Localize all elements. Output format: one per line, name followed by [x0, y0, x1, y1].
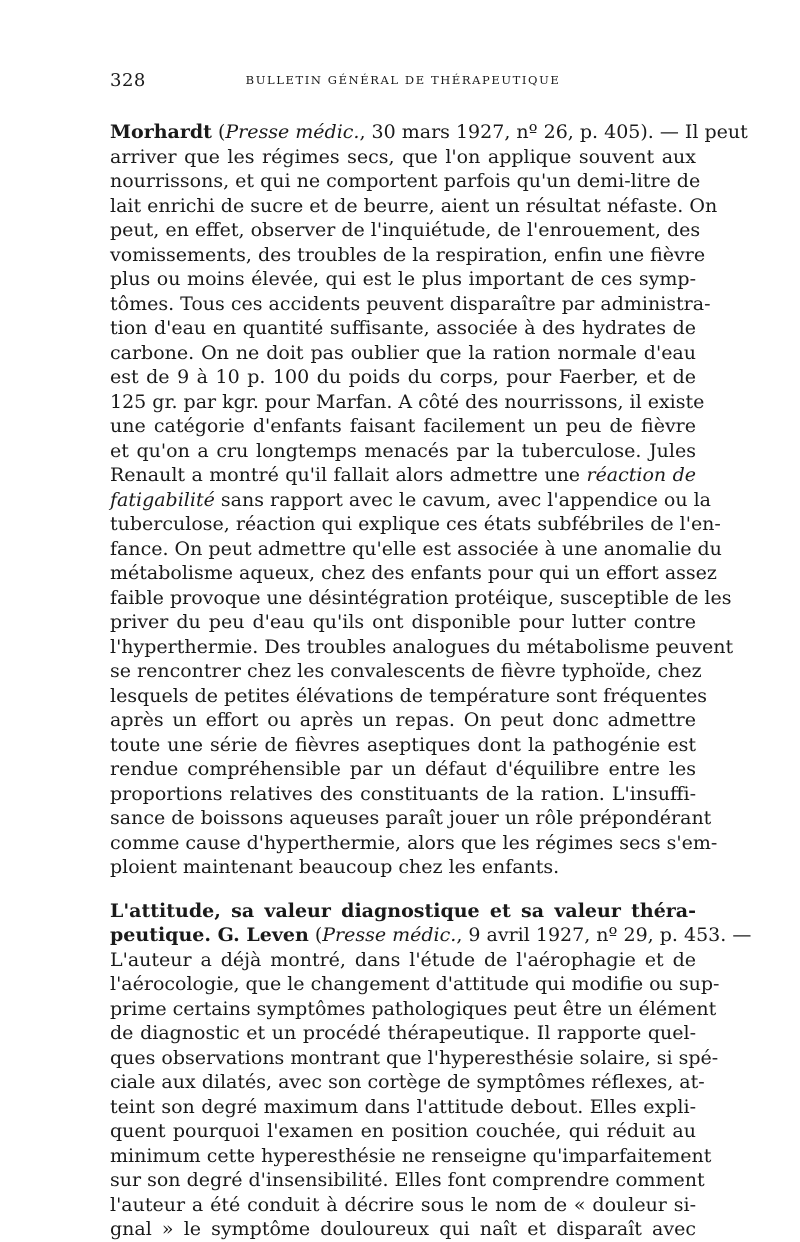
article-separator	[110, 880, 696, 899]
text-line: peut, en effet, observer de l'inquiétude, de l'enrouement, des	[110, 219, 701, 241]
text-line: sance de boissons aqueuses paraît jouer un rôle prépondérant	[110, 807, 712, 829]
text-line: ques observations montrant que l'hyperesthésie solaire, si spé-	[110, 1046, 719, 1069]
citation-open: (	[308, 924, 323, 946]
text-line: toute une série de fièvres aseptiques dont la pathogénie est	[110, 733, 696, 756]
text-line: l'hyperthermie. Des troubles analogues du métabolisme peuvent	[110, 635, 734, 658]
text-line: prime certains symptômes pathologiques peut être un élément	[110, 997, 717, 1020]
text-line: carbone. On ne doit pas oublier que la ration normale d'eau	[110, 341, 696, 364]
citation-rest: , 30 mars 1927, nº 26, p. 405). — Il peut	[359, 121, 748, 143]
article-title: L'attitude, sa valeur diagnostique et sa valeur théra-	[110, 899, 696, 922]
text-line: tion d'eau en quantité suffisante, associée à des hydrates de	[110, 317, 696, 339]
italic-term: réaction de	[586, 464, 696, 486]
text-line: L'auteur a déjà montré, dans l'étude de l'aérophagie et de	[110, 948, 696, 971]
text-line: teint son degré maximum dans l'attitude debout. Elles expli-	[110, 1095, 696, 1118]
article-first-line	[110, 120, 748, 145]
text-line: plus ou moins élevée, qui est le plus important de ces symp-	[110, 268, 696, 290]
text-line	[110, 488, 712, 513]
text-line: 125 gr. par kgr. pour Marfan. A côté des nourrissons, il existe	[110, 390, 705, 413]
text-line: comme cause d'hyperthermie, alors que les régimes secs s'em-	[110, 831, 718, 854]
citation-open: (	[211, 121, 226, 143]
text-line: priver du peu d'eau qu'ils ont disponible pour lutter contre	[110, 611, 696, 633]
text-line: tômes. Tous ces accidents peuvent disparaître par administra-	[110, 292, 711, 315]
text-line	[110, 463, 696, 488]
article-title-author: peutique. G. Leven	[110, 924, 309, 946]
article-title-line	[110, 923, 752, 948]
text-line-last: ploient maintenant beaucoup chez les enfants.	[110, 856, 560, 878]
text-line: et qu'on a cru longtemps menacés par la tuberculose. Jules	[110, 439, 696, 462]
text-line: quent pourquoi l'examen en position couchée, qui réduit au	[110, 1120, 696, 1142]
page-number: 328	[110, 70, 146, 91]
text-line: vomissements, des troubles de la respiration, enfin une fièvre	[110, 243, 706, 266]
text-line: ciale aux dilatés, avec son cortège de symptômes réflexes, at-	[110, 1071, 705, 1093]
text-segment: Renault a montré qu'il fallait alors admettre une	[110, 464, 587, 486]
article-author: Morhardt	[110, 121, 212, 143]
text-segment: sans rapport avec le cavum, avec l'appendice ou la	[214, 488, 712, 511]
text-line: sur son degré d'insensibilité. Elles font comprendre comment	[110, 1169, 705, 1191]
article-title-line	[110, 899, 696, 924]
text-line: faible provoque une désintégration protéique, susceptible de les	[110, 586, 732, 609]
running-title: BULLETIN GÉNÉRAL DE THÉRAPEUTIQUE	[245, 73, 561, 87]
text-line: arriver que les régimes secs, que l'on applique souvent aux	[110, 145, 696, 168]
journal-name: Presse médic.	[322, 924, 457, 946]
text-line: une catégorie d'enfants faisant facilement un peu de fièvre	[110, 415, 696, 437]
text-line: de diagnostic et un procédé thérapeutique. Il rapporte quel-	[110, 1022, 696, 1044]
page-header	[110, 70, 696, 92]
text-line: l'auteur a été conduit à décrire sous le nom de « douleur si-	[110, 1193, 696, 1216]
article-leven	[110, 899, 752, 1242]
text-line: après un effort ou après un repas. On peut donc admettre	[110, 709, 696, 731]
page-body	[110, 120, 752, 1242]
text-line: fance. On peut admettre qu'elle est associée à une anomalie du	[110, 537, 722, 560]
citation-rest: , 9 avril 1927, nº 29, p. 453. —	[456, 924, 752, 946]
text-line: lait enrichi de sucre et de beurre, aient un résultat néfaste. On	[110, 194, 718, 217]
italic-term: fatigabilité	[110, 488, 215, 511]
text-line: l'aérocologie, que le changement d'attitude qui modifie ou sup-	[110, 973, 720, 995]
text-line: tuberculose, réaction qui explique ces états subfébriles de l'en-	[110, 513, 721, 535]
text-line: proportions relatives des constituants de la ration. L'insuffi-	[110, 782, 696, 805]
text-line: lesquels de petites élévations de température sont fréquentes	[110, 684, 707, 707]
text-line: métabolisme aqueux, chez des enfants pour qui un effort assez	[110, 562, 717, 584]
journal-name: Presse médic.	[225, 121, 360, 143]
article-morhardt	[110, 120, 748, 880]
text-line: se rencontrer chez les convalescents de fièvre typhoïde, chez	[110, 660, 702, 682]
text-line: rendue compréhensible par un défaut d'équilibre entre les	[110, 758, 696, 780]
text-line: est de 9 à 10 p. 100 du poids du corps, pour Faerber, et de	[110, 366, 696, 388]
text-line: nourrissons, et qui ne comportent parfois qu'un demi-litre de	[110, 170, 701, 192]
text-line: gnal » le symptôme douloureux qui naît et disparaît avec	[110, 1218, 696, 1240]
text-line: minimum cette hyperesthésie ne renseigne qu'imparfaitement	[110, 1144, 712, 1167]
